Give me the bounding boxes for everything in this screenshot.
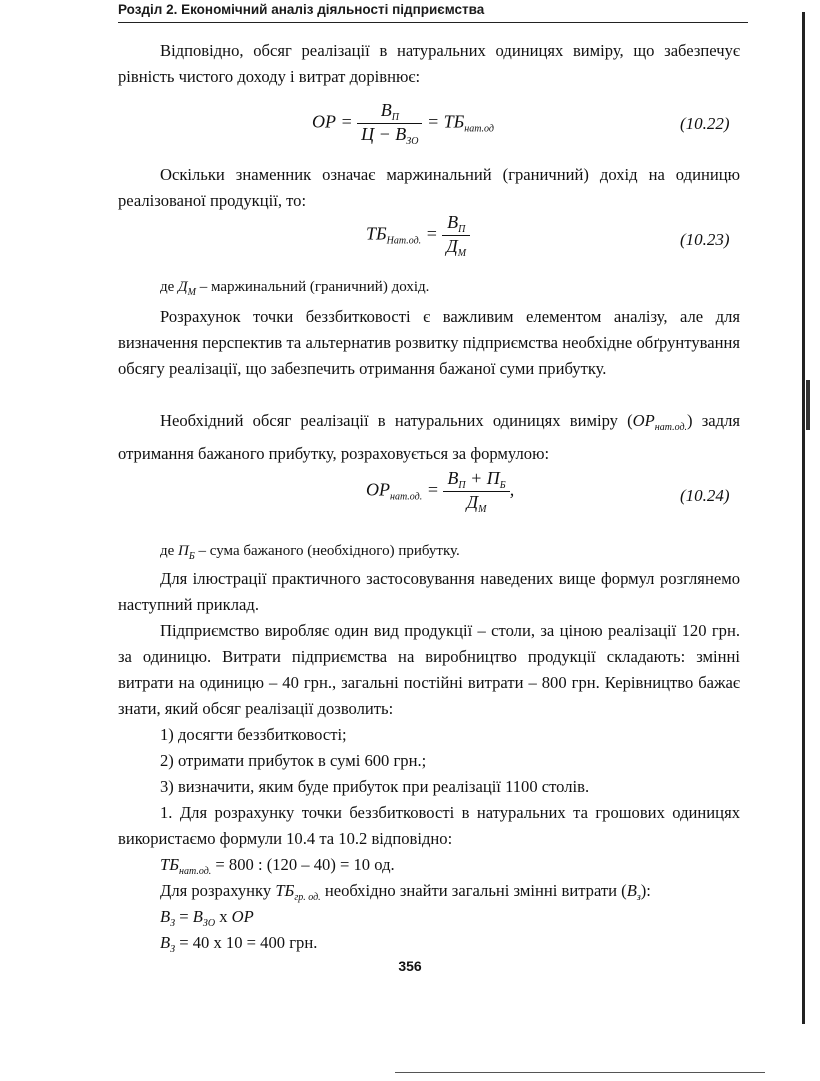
- calc-text-start: Для розрахунку: [160, 881, 276, 900]
- calc-symbol: В: [160, 933, 171, 952]
- p4-text-start: Необхідний обсяг реалізації в натуральних одиницях виміру (: [160, 411, 633, 430]
- calc-symbol-2: В: [192, 907, 203, 926]
- den-symbol: Д: [446, 236, 458, 256]
- formula-denominator: [443, 492, 509, 515]
- where-text: – маржинальний (граничний) дохід.: [195, 279, 430, 295]
- num-plus-term: + П: [470, 468, 500, 488]
- calc-symbol: ТБ: [275, 881, 295, 900]
- formula-comma: ,: [509, 479, 515, 500]
- rhs-subscript: нат.од: [464, 123, 494, 135]
- calc-subscript-2: з: [636, 892, 641, 903]
- right-margin-rule: [802, 12, 805, 1024]
- formula-fraction: [443, 468, 509, 515]
- formula-10-22: [312, 100, 494, 147]
- lhs-subscript: нат.од.: [390, 491, 423, 503]
- where-subscript: Б: [188, 551, 195, 562]
- p4-symbol: ОР: [632, 411, 655, 430]
- formula-rhs: = ТБ: [426, 111, 465, 132]
- den-subscript: М: [478, 504, 487, 515]
- calc-symbol: ТБ: [160, 855, 180, 874]
- calc-text: = 40 х 10 = 400 грн.: [175, 933, 318, 952]
- paragraph-required-volume: [118, 408, 740, 467]
- calc-symbol: В: [160, 907, 171, 926]
- list-item-2: 2) отримати прибуток в сумі 600 грн.;: [160, 751, 427, 770]
- paragraph-intro: Відповідно, обсяг реалізації в натуральних одиницях виміру, що забезпечує рівність чистого доходу і витрат дорівнює:: [118, 41, 740, 86]
- calc-subscript: З: [170, 944, 176, 955]
- where-word: де: [160, 543, 175, 559]
- where-text: – сума бажаного (необхідного) прибутку.: [194, 543, 460, 559]
- calc-subscript: гр. од.: [294, 892, 321, 903]
- den-subscript: М: [457, 248, 467, 259]
- den-symbol: Ц − В: [361, 124, 407, 144]
- num-plus-subscript: Б: [499, 480, 506, 491]
- where-subscript: М: [187, 287, 196, 298]
- calc-symbol-3: ОР: [231, 907, 254, 926]
- formula-numerator: [357, 100, 422, 124]
- formula-fraction: [357, 100, 422, 147]
- formula-10-23: [366, 212, 470, 259]
- list-item-3: 3) визначити, яким буде прибуток при реалізації 1100 столів.: [160, 777, 590, 796]
- calc-symbol-2: В: [626, 881, 637, 900]
- bottom-edge-rule: [395, 1072, 765, 1073]
- p4-text-end: ) задля отримання бажаного прибутку, розраховується за формулою:: [118, 411, 740, 463]
- calc-subscript-2: ЗО: [202, 918, 216, 929]
- equation-number-10-22: (10.22): [680, 114, 730, 133]
- right-margin-mark: [806, 380, 810, 430]
- formula-lhs: ОР: [366, 479, 390, 500]
- paragraph-denominator: Оскільки знаменник означає маржинальний (граничний) дохід на одиницю реалізованої продукції, то:: [118, 165, 740, 210]
- formula-numerator: [443, 468, 509, 492]
- lhs-subscript: Нат.од.: [386, 235, 422, 247]
- equals-sign: =: [426, 479, 439, 500]
- calc-text: = 800 : (120 – 40) = 10 од.: [211, 855, 395, 874]
- paragraph-calculation: 1. Для розрахунку точки беззбитковості в натуральних та грошових одиницях використаємо формули 10.4 та 10.2 відповідно:: [118, 803, 740, 848]
- where-symbol: Д: [178, 279, 188, 295]
- paragraph-example: Підприємство виробляє один вид продукції – столи, за ціною реалізації 120 грн. за одиницю. Витрати підприємства на виробництво продукції складають: змінні витрати на одиницю – 40 грн., загальні постійні витрати – 800 грн. Керівництво бажає знати, який обсяг реалізації дозволить:: [118, 621, 740, 718]
- num-symbol: В: [447, 212, 459, 232]
- formula-fraction: [442, 212, 470, 259]
- den-symbol: Д: [466, 492, 479, 512]
- equation-number-10-23: (10.23): [680, 230, 730, 249]
- formula-denominator: [357, 124, 422, 147]
- formula-lhs: ОР =: [312, 111, 353, 132]
- calc-text-mid: необхідно знайти загальні змінні витрати (: [320, 881, 627, 900]
- num-subscript: П: [391, 112, 399, 123]
- formula-denominator: [442, 236, 470, 259]
- calc-subscript: З: [170, 918, 176, 929]
- paragraph-breakeven: Розрахунок точки беззбитковості є важливим елементом аналізу, але для визначення перспектив та альтернатив розвитку підприємства необхідне обґрунтування обсягу реалізації, що забезпечить отримання бажаної суми прибутку.: [118, 307, 740, 378]
- num-symbol: В: [447, 468, 459, 488]
- running-header: Розділ 2. Економічний аналіз діяльності підприємства: [118, 0, 748, 23]
- equation-number-10-24: (10.24): [680, 486, 730, 505]
- den-subscript: ЗО: [406, 136, 419, 147]
- calc-times: х: [215, 907, 232, 926]
- where-word: де: [160, 279, 175, 295]
- list-item-1: 1) досягти беззбитковості;: [160, 725, 347, 744]
- num-subscript: П: [458, 224, 466, 235]
- formula-10-24: [366, 468, 514, 515]
- where-symbol: П: [178, 543, 189, 559]
- page-number: 356: [398, 958, 422, 974]
- paragraph-illustration: Для ілюстрації практичного застосовування наведених вище формул розглянемо наступний приклад.: [118, 569, 740, 614]
- formula-lhs: ТБ: [366, 223, 387, 244]
- calc-text-end: ):: [640, 881, 651, 900]
- where-clause-dm: [160, 274, 429, 306]
- formula-numerator: [442, 212, 470, 236]
- calc-equals: =: [175, 907, 193, 926]
- equals-sign: =: [425, 223, 438, 244]
- num-symbol: В: [380, 100, 392, 120]
- p4-subscript: нат.од.: [654, 422, 688, 433]
- calc-subscript: нат.од.: [179, 866, 212, 877]
- num-subscript: П: [458, 480, 466, 491]
